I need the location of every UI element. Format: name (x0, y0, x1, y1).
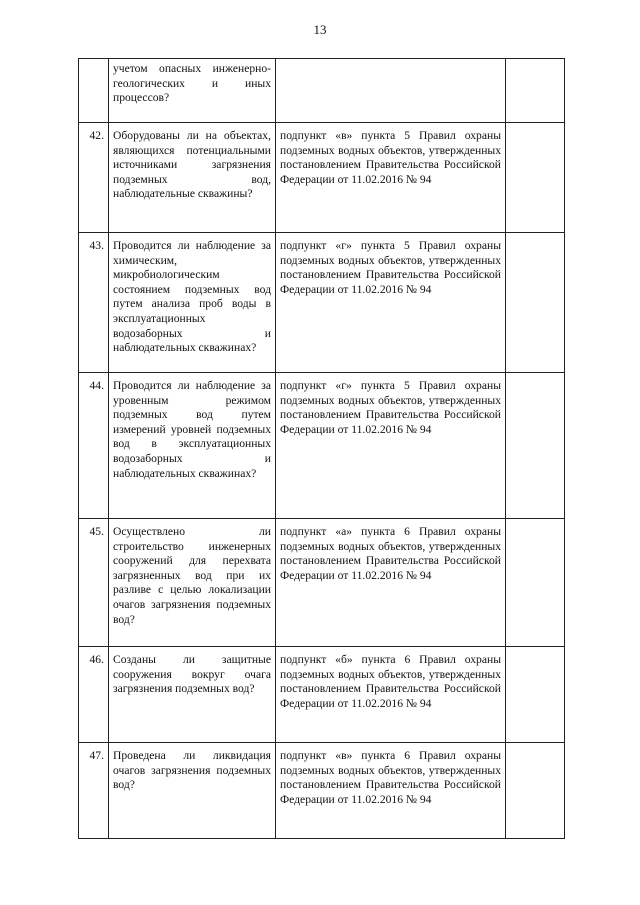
table-row (79, 743, 565, 839)
row-number (79, 59, 109, 123)
page-number: 13 (313, 22, 327, 37)
answer-cell (506, 519, 565, 647)
table-row (79, 59, 565, 123)
row-number: 46. (79, 647, 109, 743)
question-cell: Созданы ли защитные сооружения вокруг очага загрязнения подземных вод? (109, 647, 276, 743)
answer-cell (506, 373, 565, 519)
reference-cell (276, 59, 506, 123)
table-row (79, 647, 565, 743)
question-cell: Проводится ли наблюдение за уровенным режимом подземных вод путем измерений уровней подземных вод в эксплуатационных водозаборных и наблюдательных скважинах? (109, 373, 276, 519)
row-number: 43. (79, 233, 109, 373)
checklist-table (78, 58, 565, 839)
reference-cell: подпункт «а» пункта 6 Правил охраны подземных водных объектов, утвержденных постановлением Правительства Российской Федерации от 11.02.2016 № 94 (276, 519, 506, 647)
answer-cell (506, 647, 565, 743)
answer-cell (506, 743, 565, 839)
question-cell: учетом опасных инженерно-геологических и иных процессов? (109, 59, 276, 123)
row-number: 45. (79, 519, 109, 647)
question-cell: Осуществлено ли строительство инженерных сооружений для перехвата загрязненных вод при их разливе с целью локализации очагов загрязнения подземных вод? (109, 519, 276, 647)
table-row (79, 233, 565, 373)
table-row (79, 519, 565, 647)
reference-cell: подпункт «б» пункта 6 Правил охраны подземных водных объектов, утвержденных постановлением Правительства Российской Федерации от 11.02.2016 № 94 (276, 647, 506, 743)
row-number: 44. (79, 373, 109, 519)
answer-cell (506, 233, 565, 373)
table-row (79, 123, 565, 233)
answer-cell (506, 59, 565, 123)
table-row (79, 373, 565, 519)
reference-cell: подпункт «г» пункта 5 Правил охраны подземных водных объектов, утвержденных постановлением Правительства Российской Федерации от 11.02.2016 № 94 (276, 233, 506, 373)
row-number: 42. (79, 123, 109, 233)
question-cell: Проводится ли наблюдение за химическим, микробиологическим состоянием подземных вод путем анализа проб воды в эксплуатационных водозаборных и наблюдательных скважинах? (109, 233, 276, 373)
question-cell: Проведена ли ликвидация очагов загрязнения подземных вод? (109, 743, 276, 839)
reference-cell: подпункт «в» пункта 5 Правил охраны подземных водных объектов, утвержденных постановлением Правительства Российской Федерации от 11.02.2016 № 94 (276, 123, 506, 233)
answer-cell (506, 123, 565, 233)
row-number: 47. (79, 743, 109, 839)
reference-cell: подпункт «в» пункта 6 Правил охраны подземных водных объектов, утвержденных постановлением Правительства Российской Федерации от 11.02.2016 № 94 (276, 743, 506, 839)
reference-cell: подпункт «г» пункта 5 Правил охраны подземных водных объектов, утвержденных постановлением Правительства Российской Федерации от 11.02.2016 № 94 (276, 373, 506, 519)
question-cell: Оборудованы ли на объектах, являющихся потенциальными источниками загрязнения подземных вод, наблюдательные скважины? (109, 123, 276, 233)
